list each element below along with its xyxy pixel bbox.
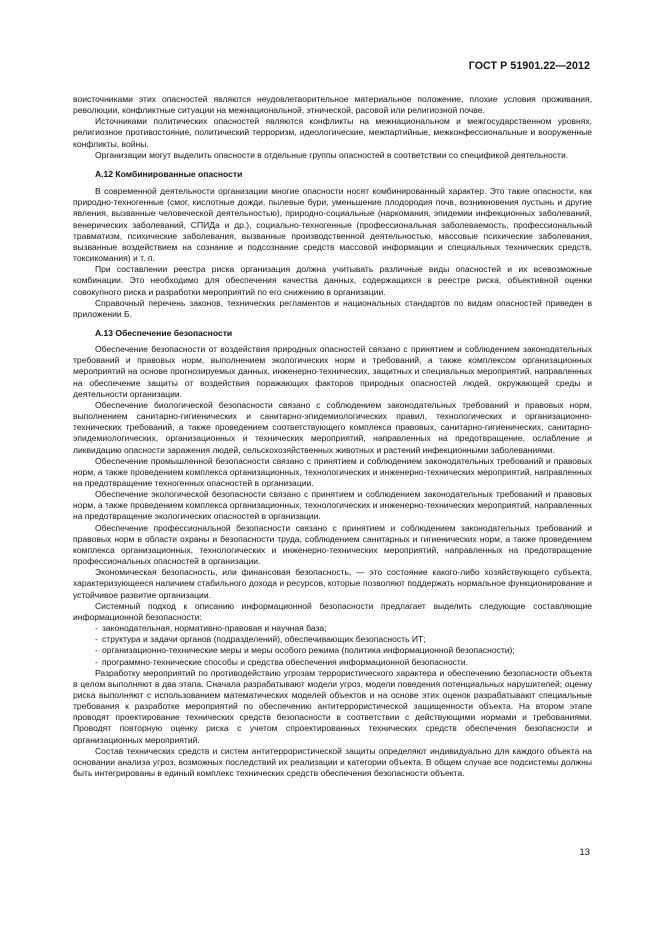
section-heading-a12: А.12 Комбинированные опасности — [95, 168, 243, 179]
paragraph: Состав технических средств и систем антитеррористической защиты определяют индивидуально для каждого объекта на основании анализа угроз, возможных последствий их реализации и категории объекта. В общем случае все подсистемы должны быть интегрированы в единый комплекс технических средств обеспечения безопасности объекта. — [73, 745, 592, 779]
list-item: - структура и задачи органов (подразделений), обеспечивающих безопасность ИТ; — [73, 634, 592, 645]
paragraph: Системный подход к описанию информационной безопасности предлагает выделить следующие составляющие информационной безопасности: — [73, 600, 592, 622]
paragraph: Обеспечение профессиональной безопасности связано с принятием и соблюдением законодательных требований и правовых норм в области охраны и безопасности труда, соблюдением санитарных и гигиенических норм, а также проведением комплекса организационных, технологических и инженерно-технических мероприятий, направленных на предотвращение профессиональных опасностей в организации. — [73, 522, 592, 567]
page-body — [73, 94, 592, 779]
paragraph: Обеспечение экологической безопасности связано с принятием и соблюдением законодательных требований и правовых норм, а также проведением комплекса организационных, технологических и инженерно-технических мероприятий, направленных на предотвращение экологических опасностей в организации. — [73, 489, 592, 522]
info-security-list — [73, 623, 592, 668]
list-item: - организационно-технические меры и меры особого режима (политика информационной безопасности); — [73, 645, 592, 656]
paragraph: При составлении реестра риска организация должна учитывать различные виды опасностей и их всевозможные комбинации. Это необходимо для обеспечения качества данных, содержащихся в реестре риска, объективной оценки совокупного риска и разработки мероприятий по его снижению в организации. — [73, 264, 592, 297]
paragraph: Обеспечение промышленной безопасности связано с принятием и соблюдением законодательных требований и правовых норм, а также проведением комплекса организационных, технологических и инженерно-технических мероприятий, направленных на предотвращение техногенных опасностей в организации. — [73, 455, 592, 488]
paragraph: Организации могут выделить опасности в отдельные группы опасностей в соответствии со спецификой деятельности. — [95, 149, 569, 160]
section-heading-a13: А.13 Обеспечение безопасности — [95, 327, 233, 338]
list-item: - законодательная, нормативно-правовая и научная база; — [73, 623, 592, 634]
page-number: 13 — [579, 847, 590, 858]
paragraph: воисточниками этих опасностей являются неудовлетворительное материальное положение, плохие условия проживания, революции, конфликтные ситуации на межнациональной, этнической, расовой или религиозной почве. — [73, 94, 592, 116]
paragraph: Разработку мероприятий по противодействию угрозам террористического характера и обеспечению безопасности объекта в целом выполняют в два этапа. Сначала разрабатывают модели угроз, модели поведения потенциальных нарушителей; оценку риска выполняют с использованием математических моделей объектов и на основе этих оценок разрабатывают специальные требования к разработке мероприятий по обеспечению антитеррористической защищенности объекта. На втором этапе проводят проектирование технических средств безопасности в соответствии с действующими нормами и требованиями. Проводят повторную оценку риска с учетом спроектированных технических средств обеспечения безопасности и организационных мероприятий. — [73, 667, 592, 745]
paragraph: Источниками политических опасностей являются конфликты на межнациональном и межгосударственном уровнях, религиозное противостояние, политический терроризм, идеологические, межпартийные, межконфессиональные и вооруженные конфликты, войны. — [73, 116, 592, 149]
paragraph: В современной деятельности организации многие опасности носят комбинированный характер. Это такие опасности, как природно-техногенные (смог, кислотные дожди, пылевые бури, уменьшение плодородия почв, возникновения пустынь и другие явления, вызванные человеческой деятельностью), природно-социальные (наркомания, эпидемии инфекционных заболеваний, венерических заболеваний, СПИДа и др.), социально-техногенные (профессиональная заболеваемость, профессиональный травматизм, психические заболевания, вызванные производственной деятельностью, массовые психические заболевания, вызванные воздействием на сознание и подсознание средств массовой информации и специальных технических средств, токсикомания) и т. п. — [73, 186, 592, 264]
document-id: ГОСТ Р 51901.22—2012 — [468, 60, 590, 72]
list-item: - программно-технические способы и средства обеспечения информационной безопасности. — [73, 657, 592, 668]
paragraph: Обеспечение биологической безопасности связано с соблюдением законодательных требований и правовых норм, выполнением санитарно-гигиенических и санитарно-эпидемиологических правил, технологических и организационно-технических требований, а также проведением соответствующего комплекса правовых, санитарно-гигиенических, санитарно-эпидемиологических, организационных и технических мероприятий, направленных на предотвращение, ослабление и ликвидацию опасности заражения людей, сельскохозяйственных животных и растений инфекционными заболеваниями. — [73, 399, 592, 455]
paragraph: Экономическая безопасность, или финансовая безопасность, — это состояние какого-либо хозяйствующего субъекта, характеризующееся наличием стабильного дохода и ресурсов, которые позволяют поддержать нормальное функционирование и устойчивое развитие организации. — [73, 567, 592, 600]
paragraph: Обеспечение безопасности от воздействия природных опасностей связано с принятием и соблюдением законодательных требований и правовых норм, выполнением экологических норм и требований, а также комплексом организационных мероприятий на основе прогнозируемых данных, инженерно-технических, защитных и специальных мероприятий, направленных на обеспечение защиты от воздействия поражающих факторов природных опасностей людей, окружающей среды и деятельности организации. — [73, 344, 592, 399]
paragraph: Справочный перечень законов, технических регламентов и национальных стандартов по видам опасностей приведен в приложении Б. — [73, 297, 592, 319]
